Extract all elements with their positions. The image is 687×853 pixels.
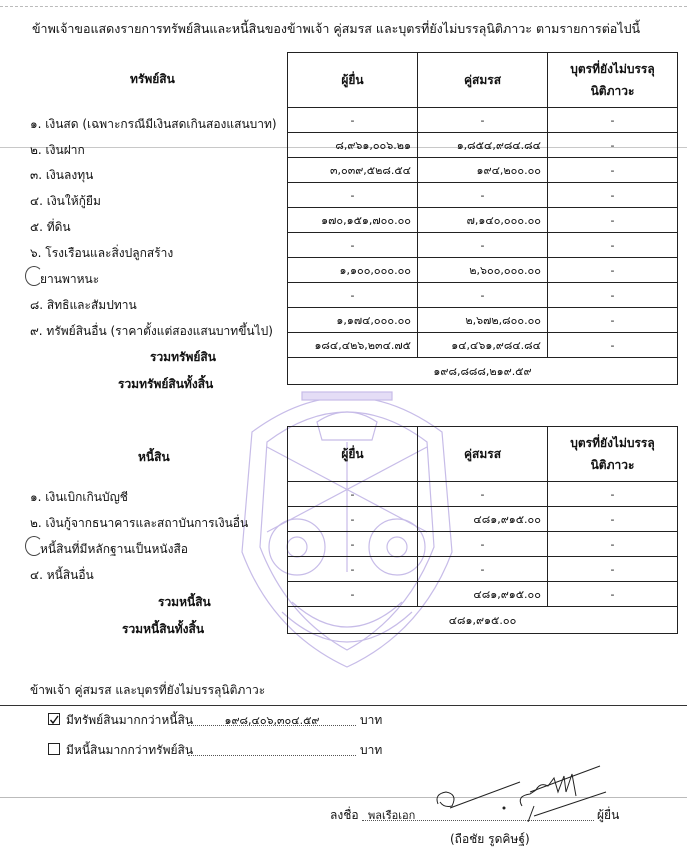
unit-baht: บาท <box>360 713 383 727</box>
cell-child: - <box>548 507 678 532</box>
cell-filer: - <box>288 108 418 133</box>
summary-heading: ข้าพเจ้า คู่สมรส และบุตรที่ยังไม่บรรลุนิติภาวะ <box>30 683 266 697</box>
cell-child: - <box>548 133 678 158</box>
liability-row-label: ๑. เงินเบิกเกินบัญชี <box>30 490 128 504</box>
grand-total-row <box>288 358 678 385</box>
cell-child: - <box>548 108 678 133</box>
cell-filer: - <box>288 183 418 208</box>
cell-child: - <box>548 183 678 208</box>
subtotal-spouse: ๔๘๑,๙๑๕.๐๐ <box>418 582 548 607</box>
intro-text: ข้าพเจ้าขอแสดงรายการทรัพย์สินและหนี้สินของข้าพเจ้า คู่สมรส และบุตรที่ยังไม่บรรลุนิติภาวะ ตามรายการต่อไปนี้ <box>32 21 641 36</box>
asset-row-label: ยานพาหนะ <box>40 272 100 286</box>
cell-child: - <box>548 158 678 183</box>
column-header-child-line2: นิติภาวะ <box>590 458 635 472</box>
debts-more-amount-field[interactable] <box>188 741 356 756</box>
assets-table <box>287 52 678 385</box>
cell-spouse: - <box>418 283 548 308</box>
cell-spouse: - <box>418 557 548 582</box>
subtotal-row <box>288 333 678 358</box>
cell-filer: ๑,๑๐๐,๐๐๐.๐๐ <box>288 258 418 283</box>
cell-filer: - <box>288 283 418 308</box>
section-divider <box>0 705 687 706</box>
column-header-child <box>548 427 678 482</box>
cell-filer: ๘,๙๖๑,๐๐๖.๒๑ <box>288 133 418 158</box>
scan-line-top <box>0 6 687 7</box>
cell-spouse: ๒,๖๐๐,๐๐๐.๐๐ <box>418 258 548 283</box>
table-row <box>288 233 678 258</box>
column-header-spouse: คู่สมรส <box>418 53 548 108</box>
signer-printed-name: (ถือชัย รูดคิษฐ์) <box>450 832 530 846</box>
sign-label: ลงชื่อ <box>330 808 359 822</box>
asset-row-label: ๘. สิทธิและสัมปทาน <box>30 298 137 312</box>
subtotal-child: - <box>548 333 678 358</box>
asset-row-label: ๓. เงินลงทุน <box>30 168 94 182</box>
cell-spouse: - <box>418 183 548 208</box>
asset-row-label: ๔. เงินให้กู้ยืม <box>30 194 101 208</box>
table-row <box>288 507 678 532</box>
subtotal-filer: ๑๘๔,๔๒๖,๒๓๔.๗๕ <box>288 333 418 358</box>
cell-child: - <box>548 482 678 507</box>
table-row <box>288 108 678 133</box>
cell-spouse: - <box>418 233 548 258</box>
unit-baht: บาท <box>360 743 383 757</box>
liabilities-grand-total-label: รวมหนี้สินทั้งสิ้น <box>122 622 205 636</box>
cell-filer: ๓,๐๓๙,๕๒๘.๕๔ <box>288 158 418 183</box>
subtotal-filer: - <box>288 582 418 607</box>
assets-section-title: ทรัพย์สิน <box>130 72 175 86</box>
cell-child: - <box>548 532 678 557</box>
subtotal-row <box>288 582 678 607</box>
cell-child: - <box>548 308 678 333</box>
asset-row-label: ๒. เงินฝาก <box>30 143 85 157</box>
table-row <box>288 133 678 158</box>
grand-total-row <box>288 607 678 634</box>
asset-row-label: ๖. โรงเรือนและสิ่งปลูกสร้าง <box>30 246 174 260</box>
column-header-filer: ผู้ยื่น <box>288 427 418 482</box>
cell-filer: ๑,๑๗๔,๐๐๐.๐๐ <box>288 308 418 333</box>
cell-spouse: - <box>418 482 548 507</box>
liability-row-label: หนี้สินที่มีหลักฐานเป็นหนังสือ <box>40 542 188 556</box>
cell-filer: - <box>288 557 418 582</box>
table-row <box>288 308 678 333</box>
cell-spouse: - <box>418 108 548 133</box>
subtotal-child: - <box>548 582 678 607</box>
liability-row-label: ๔. หนี้สินอื่น <box>30 568 94 582</box>
option-assets-more-label: มีทรัพย์สินมากกว่าหนี้สิน <box>66 713 194 727</box>
liability-row-label: ๒. เงินกู้จากธนาคารและสถาบันการเงินอื่น <box>30 516 249 530</box>
liabilities-subtotal-label: รวมหนี้สิน <box>158 595 211 609</box>
table-row <box>288 283 678 308</box>
cell-child: - <box>548 208 678 233</box>
cell-spouse: ๑๙๔,๒๐๐.๐๐ <box>418 158 548 183</box>
table-row <box>288 183 678 208</box>
column-header-child <box>548 53 678 108</box>
cell-filer: - <box>288 233 418 258</box>
cell-child: - <box>548 233 678 258</box>
cell-child: - <box>548 258 678 283</box>
cell-spouse: - <box>418 532 548 557</box>
cell-spouse: ๑,๘๕๔,๙๘๔.๘๔ <box>418 133 548 158</box>
signer-role: ผู้ยื่น <box>597 808 620 822</box>
signer-rank: พลเรือเอก <box>368 809 416 822</box>
cell-child: - <box>548 557 678 582</box>
assets-grand-total-label: รวมทรัพย์สินทั้งสิ้น <box>118 377 214 391</box>
asset-row-label: ๑. เงินสด (เฉพาะกรณีมีเงินสดเกินสองแสนบาท) <box>30 117 277 131</box>
checkmark-icon <box>49 715 59 725</box>
checkbox-assets-more[interactable] <box>48 713 60 725</box>
table-row <box>288 258 678 283</box>
column-header-child-line1: บุตรที่ยังไม่บรรลุ <box>570 436 655 450</box>
cell-spouse: ๗,๑๔๐,๐๐๐.๐๐ <box>418 208 548 233</box>
asset-row-label: ๕. ที่ดิน <box>30 220 71 234</box>
cell-spouse: ๒,๖๗๒,๘๐๐.๐๐ <box>418 308 548 333</box>
table-row <box>288 482 678 507</box>
checkbox-debts-more[interactable] <box>48 743 60 755</box>
assets-subtotal-label: รวมทรัพย์สิน <box>150 350 216 364</box>
cell-filer: - <box>288 482 418 507</box>
liabilities-grand-total: ๔๘๑,๙๑๕.๐๐ <box>288 607 678 634</box>
cell-filer: ๑๗๐,๑๕๑,๗๐๐.๐๐ <box>288 208 418 233</box>
column-header-filer: ผู้ยื่น <box>288 53 418 108</box>
liabilities-section-title: หนี้สิน <box>138 450 170 464</box>
column-header-child-line1: บุตรที่ยังไม่บรรลุ <box>570 62 655 76</box>
cell-child: - <box>548 283 678 308</box>
table-row <box>288 158 678 183</box>
liabilities-table <box>287 426 678 634</box>
table-row <box>288 208 678 233</box>
column-header-child-line2: นิติภาวะ <box>590 84 635 98</box>
assets-more-amount-field[interactable]: ๑๙๘,๔๐๖,๓๐๔.๕๙ <box>188 711 356 726</box>
option-debts-more-label: มีหนี้สินมากกว่าทรัพย์สิน <box>66 743 194 757</box>
assets-grand-total: ๑๙๘,๘๘๘,๒๑๙.๕๙ <box>288 358 678 385</box>
table-row <box>288 557 678 582</box>
asset-row-label: ๙. ทรัพย์สินอื่น (ราคาตั้งแต่สองแสนบาทขึ้นไป) <box>30 324 273 338</box>
cell-filer: - <box>288 532 418 557</box>
cell-filer: - <box>288 507 418 532</box>
subtotal-spouse: ๑๔,๔๖๑,๙๘๔.๘๔ <box>418 333 548 358</box>
cell-spouse: ๔๘๑,๙๑๕.๐๐ <box>418 507 548 532</box>
table-row <box>288 532 678 557</box>
column-header-spouse: คู่สมรส <box>418 427 548 482</box>
